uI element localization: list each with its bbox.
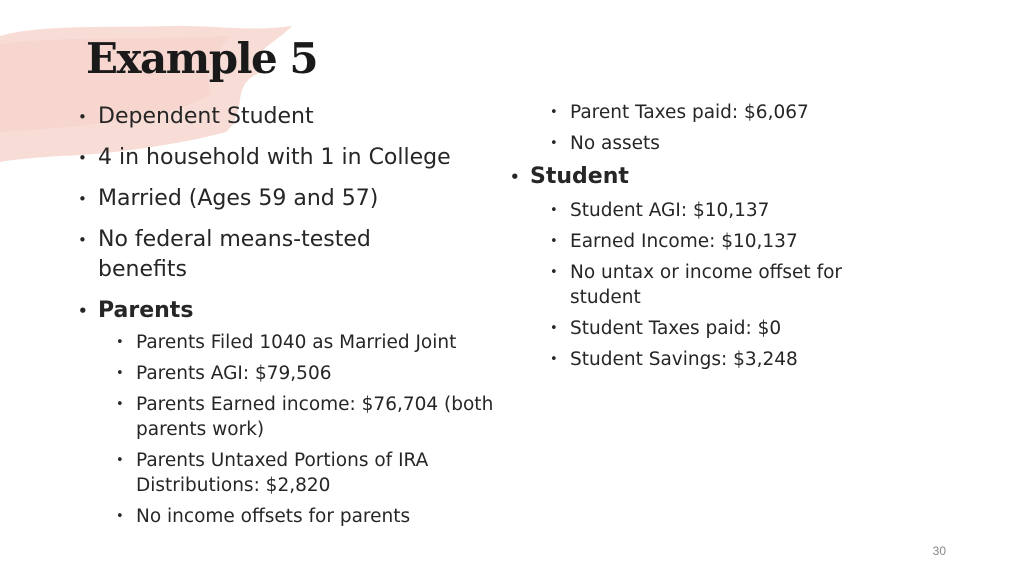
- bullet-icon: •: [116, 397, 124, 412]
- bullet-icon: •: [550, 105, 558, 120]
- bullet-icon: •: [550, 136, 558, 151]
- list-item-text: No untax or income offset for student: [570, 262, 843, 308]
- bullet-icon: •: [550, 321, 558, 336]
- bullet-icon: •: [550, 265, 558, 280]
- slide-title: Example 5: [86, 34, 318, 83]
- list-item: [550, 316, 910, 341]
- bullet-icon: •: [78, 190, 87, 208]
- list-item: [116, 392, 496, 442]
- list-item-text: Parents AGI: $79,506: [136, 363, 332, 384]
- list-item-text: Parents Filed 1040 as Married Joint: [136, 332, 457, 353]
- list-item-text: Student Savings: $3,248: [570, 349, 798, 370]
- list-item-text: No federal means-tested benefits: [98, 227, 371, 282]
- list-item-text: Student AGI: $10,137: [570, 200, 770, 221]
- parents-heading-text: Parents: [98, 298, 194, 323]
- page-number: 30: [932, 544, 946, 558]
- list-item: [116, 330, 518, 355]
- right-column: [510, 100, 910, 378]
- bullet-icon: •: [116, 366, 124, 381]
- list-item: [550, 229, 910, 254]
- bullet-icon: •: [116, 335, 124, 350]
- bullet-icon: •: [116, 509, 124, 524]
- left-column: [78, 102, 518, 535]
- list-item-text: No assets: [570, 133, 660, 154]
- list-item-text: Married (Ages 59 and 57): [98, 186, 379, 211]
- list-item-text: 4 in household with 1 in College: [98, 145, 451, 170]
- list-item: [116, 448, 496, 498]
- student-list: [510, 162, 910, 192]
- list-item: [78, 143, 518, 173]
- list-item: [550, 100, 910, 125]
- list-item-text: Earned Income: $10,137: [570, 231, 798, 252]
- student-sub-list: [550, 198, 910, 372]
- bullet-icon: •: [116, 453, 124, 468]
- parents-heading: [78, 296, 518, 326]
- list-item: [550, 131, 910, 156]
- bullet-icon: •: [78, 149, 87, 167]
- parents-continued-list: [550, 100, 910, 156]
- list-item: [550, 198, 910, 223]
- list-item-text: Parent Taxes paid: $6,067: [570, 102, 809, 123]
- list-item: [78, 225, 428, 285]
- bullet-icon: •: [550, 352, 558, 367]
- list-item-text: Student Taxes paid: $0: [570, 318, 782, 339]
- parents-sub-list: [116, 330, 518, 529]
- list-item-text: Dependent Student: [98, 104, 314, 129]
- student-heading-text: Student: [530, 164, 629, 189]
- bullet-icon: •: [78, 302, 88, 320]
- list-item: [550, 347, 910, 372]
- bullet-icon: •: [550, 234, 558, 249]
- bullet-icon: •: [78, 231, 87, 249]
- bullet-icon: •: [78, 108, 87, 126]
- bullet-icon: •: [550, 203, 558, 218]
- list-item-text: No income offsets for parents: [136, 506, 411, 527]
- list-item: [78, 102, 518, 132]
- student-heading: [510, 162, 910, 192]
- bullet-icon: •: [510, 168, 520, 186]
- main-bullet-list: [78, 102, 518, 326]
- list-item-text: Parents Untaxed Portions of IRA Distributions: $2,820: [136, 450, 429, 496]
- list-item-text: Parents Earned income: $76,704 (both parents work): [136, 394, 494, 440]
- list-item: [78, 184, 518, 214]
- list-item: [550, 260, 890, 310]
- list-item: [116, 361, 518, 386]
- list-item: [116, 504, 518, 529]
